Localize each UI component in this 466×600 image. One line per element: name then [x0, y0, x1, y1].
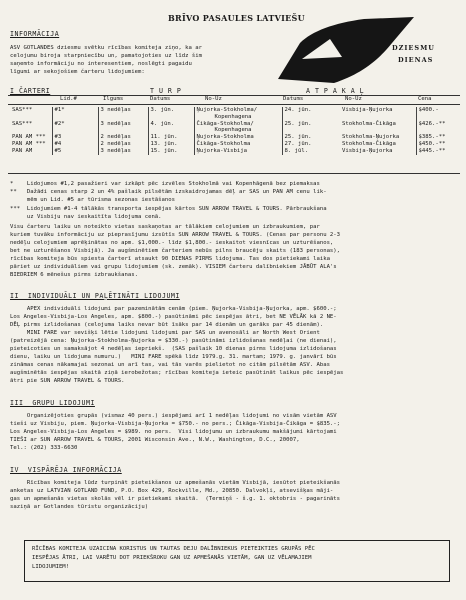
carrier: PAN AM ***: [12, 134, 46, 141]
return-route: Stokholma-Ņujorka: [342, 134, 400, 141]
flight-number: #3: [52, 134, 98, 141]
atpakal-heading: A T P A K A Ļ: [306, 87, 365, 95]
footnote-line: ** Dažādi cenas starp 2 un 4% pašlaik pilsētām izskaidrojamas dēļ ar SAS un PAN AM cenu lik-: [10, 189, 327, 195]
footnote-line: *** Lidojumiem #1-4 tālākās transporta iespējas kārtos SUN ARROW TRAVEL & TOURS. Pārbraukšana: [10, 206, 327, 212]
price: $445.-**: [416, 148, 462, 155]
section-line: TIEŠI ar SUN ARROW TRAVEL & TOURS, 2001 Wisconsin Ave., N.W., Washington, D.C., 20007,: [10, 437, 300, 443]
return-date: 25. jūn.: [282, 134, 340, 141]
col-ilgums: Ilgums: [103, 96, 124, 102]
section-line: saziņā ar Gotlandes tūristu organizāciju): [10, 504, 149, 510]
section-line: MINI FARE var sevišķi lētie lidojumi lidojumi par SAS un avenosāli ar North West Orient: [10, 330, 320, 336]
closing-line: IESPĒJAS ĀTRI, LAI VARĒTU DOT PRIEKŠROKU GAN UZ APMEŠANĀS VIETĀM, GAN UZ VĒLAMAJIEM: [32, 555, 312, 561]
closing-line: LIDOJUMIEM!: [32, 564, 70, 570]
table-row: [10, 141, 462, 148]
col-datums-return: Datums: [283, 96, 304, 102]
depart-route: Čikāga-Stokholma: [194, 141, 282, 148]
return-date: 25. jūn.: [282, 121, 340, 135]
duration: 2 nedēļas: [98, 141, 148, 148]
charter-heading: I ČARTERI: [10, 87, 51, 95]
intro-line: saņemto informāciju no interesentiem, noslēgti pagaidu: [10, 61, 192, 67]
return-route: Stokholma-Čikāga: [342, 120, 396, 127]
col-nouz-return: No-Uz: [345, 96, 362, 102]
section-line: zināmas cenas nākamajai sezonai un arī tas, vai tās varēs pielietot no citām pilsētām ASV. Abas: [10, 362, 330, 368]
logo-text-dziesmu: DZIESMU: [392, 44, 435, 52]
col-datums: Datums: [150, 96, 171, 102]
duration: 2 nedēļas: [98, 134, 148, 141]
table-row: [10, 134, 462, 141]
depart-date: 13. jūn.: [148, 141, 194, 148]
table-row: [10, 107, 462, 121]
duration: 3 nedēļas: [98, 121, 148, 135]
intro-line: ASV GOTLANDES dziesmu svētku rīcības komiteja ziņo, ka ar: [10, 45, 202, 51]
section-3-title: III GRUPU LIDOJUMI: [10, 399, 95, 407]
return-date: 8. jūl.: [282, 148, 340, 155]
section-line: anketas uz LATVIAN GOTLAND FUND, P.O. Box 429, Rockville, Md., 20850. Dalvokļi, atsevišķas māji-: [10, 488, 334, 494]
table-rule: [8, 104, 460, 105]
section-line: gas un apmešanās vietas skolās vēl ir pietiekami skaitā. (Termiņš - š.g. 1. oktobris - pagarināts: [10, 496, 341, 502]
depart-route: Čikāga-Stokholma/ Kopenhagena: [194, 121, 282, 135]
depart-date: 3. jūn.: [148, 107, 194, 121]
carrier: SAS***: [12, 107, 33, 113]
section-line: augšminētās iespējas skaitā ziņā ierobežotas; rīcības komiteja ieteic pasūtināt laikus pēc iespējas: [10, 370, 344, 376]
logo-text-dienas: DIENAS: [398, 56, 434, 64]
paragraph-line: pāriet uz individuāliem vai grupu lidojumiem (sk. zemāk). VISIEM čarteru dalībniekiem JĀBŪT ALA's: [10, 264, 337, 270]
depart-route: Ņujorka-Stokholma: [194, 134, 282, 141]
depart-route: Ņujorka-Stokholma/ Kopenhagena: [194, 107, 282, 121]
section-line: Los Angeles-Visbija-Los Angeles = $989. no pers. Visi lidojumu un izbraukumu makšājumi kārtojami: [10, 429, 337, 435]
turp-heading: T U R P: [150, 87, 182, 95]
flight-number: #2*: [52, 121, 98, 135]
org-name: BRĪVO PASAULES LATVIEŠU: [168, 13, 305, 23]
section-line: ātri pie SUN ARROW TRAVEL & TOURS.: [10, 378, 125, 384]
footnote-line: mēm un Lid. #5 ar tūrisma sezonas iestāšanos: [10, 197, 176, 203]
paragraph-line: kuriem tuvāku informāciju uz pieprasījumu izsūtīs SUN ARROW TRAVEL & TOURS. (Cenas par personu 2-3: [10, 232, 341, 238]
carrier: PAN AM: [12, 147, 33, 154]
paragraph-line: rīcības komiteja būs spiesta čarterī atsaukt 90 DIENAS PIRMS lidojuma. Tas dos pietiekami laika: [10, 256, 330, 262]
depart-date: 15. jūn.: [148, 148, 194, 155]
depart-route: Ņujorka-Visbija: [194, 148, 282, 155]
flights-table: [10, 107, 462, 155]
carrier: SAS***: [12, 120, 33, 127]
closing-line: RĪCĪBAS KOMITEJA UZAICINA KORISTUS UN TAUTAS DEJU DALĪBNIEKUS PIETEIKTIES GRUPĀS PĒC: [32, 546, 315, 552]
price: $426.-**: [416, 121, 462, 135]
flight-number: #4: [52, 141, 98, 148]
table-row: [10, 148, 462, 155]
depart-date: 4. jūn.: [148, 121, 194, 135]
section-line: Los Angeles-Visbija-Los Angeles, apm. $800.-) pasūtināmi pēc iespējas ātri, bet NE VĒLĀK kā 2 NE-: [10, 314, 337, 320]
table-rule: [8, 173, 460, 174]
section-line: dienu, laiku un lidojuma numuru.) MINI FARE spēkā līdz 1979.g. 31. martam; 1979. g. janvārī būs: [10, 354, 337, 360]
footnote-line: * Lidojumos #1,2 pasažieri var izkāpt pēc izvēles Stokholmā vai Kopenhāgenā bez piemaksas: [10, 181, 320, 187]
price: $450.-**: [416, 141, 462, 148]
intro-line: celojumu biroja starpniecību un, pamatojoties uz līdz šim: [10, 53, 202, 59]
depart-date: 11. jūn.: [148, 134, 194, 141]
paragraph-line: bet ne uzturēšanos Visbijā). Ja augšminētiem čarteriem nebūs pilns braucēju skaits (183 personas),: [10, 248, 341, 254]
paragraph-line: BIEDRIEM 6 mēnešus pirms izbraukšanas.: [10, 272, 138, 278]
duration: 3 nedēļas: [98, 107, 148, 121]
section-line: tieši uz Visbiju, piem. Ņujorka-Visbija-Ņujorka = $750.- no pers.; Čikāga-Visbija-Čikāga = $835.-;: [10, 421, 341, 427]
flight-number: #1*: [52, 107, 98, 121]
return-date: 27. jūn.: [282, 141, 340, 148]
section-2-title: II INDIVIDUĀLI UN PAĻĒTINĀTI LIDOJUMI: [10, 292, 180, 300]
duration: 3 nedēļas: [98, 148, 148, 155]
footnote-line: uz Visbiju nav ieskaitīta lidojuma cenā.: [10, 214, 162, 220]
dziesmu-dienas-emblem-icon: [272, 13, 422, 93]
col-nouz: No-Uz: [205, 96, 222, 102]
return-route: Stokholma-Čikāga: [342, 140, 396, 147]
section-line: APEX individuāli lidojumi par pazeminātām cenām (piem. Ņujorka-Visbija-Ņujorka, apm. $600.-;: [10, 306, 337, 312]
section-line: Rīcības komiteja lūdz turpināt pieteikšanos uz apmešanās vietām Visbijā, iesūtot pieteikšanās: [10, 480, 341, 486]
carrier: PAN AM ***: [12, 140, 46, 147]
table-row: [10, 121, 462, 135]
section-line: Tel.: (202) 333-6630: [10, 445, 78, 451]
section-line: (patreizējā cena: Ņujorka-Stokholma-Ņujorka = $330.-) pasūtināmi izlidošanas nedēļai (ne dienai),: [10, 338, 337, 344]
flight-number: #5: [52, 148, 98, 155]
col-lid: Lid.#: [60, 96, 77, 102]
price: $400.-: [416, 107, 462, 121]
return-route: Visbija-Ņujorka: [342, 147, 393, 154]
paragraph-line: Visu čarteru laiku un noteikto vietas saskaņotas ar tālākiem celojumiem un izbraukumiem, par: [10, 224, 320, 230]
info-title: INFORMĀCIJA: [10, 30, 60, 38]
price: $385.-**: [416, 134, 462, 141]
return-date: 24. jūn.: [282, 107, 340, 121]
intro-line: līgumi ar sekojošiem čarteru lidojumiem:: [10, 69, 145, 75]
return-route: Visbija-Ņujorka: [342, 107, 393, 113]
paragraph-line: nedēļu celojumiem aprēķinātas no apm. $1,000.- līdz $1,800.- ieskaitot viesnīcas un uzturēšanos,: [10, 240, 334, 246]
section-line: DĒĻ pirms izlidošanas (celojuma laiks nevar būt īsāks par 14 dienām un garāks par 45 dienām).: [10, 322, 324, 328]
section-line: pieteicoties un samaksājot 4 nedēļas iepriekš. (SAS pašlaik 10 dienas pirms lidojuma izlidošanas: [10, 346, 337, 352]
col-cena: Cena: [418, 96, 432, 102]
section-line: Organizējoties grupās (vismaz 40 pers.) iespējami arī 1 nedēļas lidojumi no visām vietām ASV: [10, 413, 337, 419]
section-4-title: IV VISPĀRĒJA INFORMĀCIJA: [10, 466, 122, 474]
